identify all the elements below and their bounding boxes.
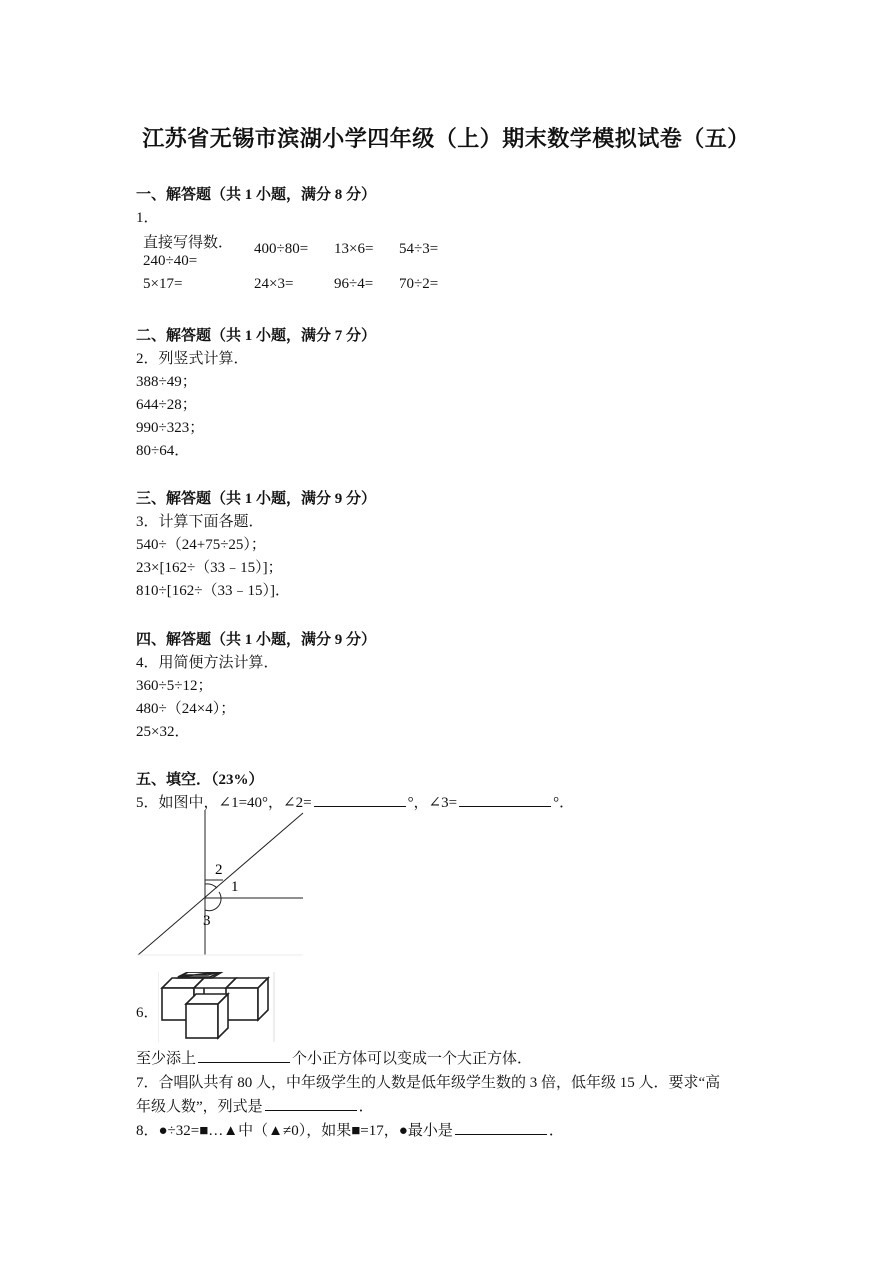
q2-item-4: 80÷64． [136,443,190,459]
question-5-text [136,791,574,812]
q5-suffix: °． [553,795,575,811]
answer-blank-q6[interactable] [198,1048,290,1063]
q1-item-6: 24×3= [254,276,294,292]
question-7-line-2 [136,1095,374,1116]
q3-item-1: 540÷（24+75÷25）； [136,537,266,553]
q7-suffix: ． [358,1099,374,1115]
q8-suffix: ． [548,1123,564,1139]
question-1-number: 1． [136,210,159,226]
angle-label-3: 3 [203,913,211,929]
section-header-3: 三、解答题（共 1 小题，满分 9 分） [136,491,377,507]
q1-item-8: 70÷2= [399,276,439,292]
section-header-1: 一、解答题（共 1 小题，满分 8 分） [136,187,377,203]
section-header-5: 五、填空．（23%） [136,772,264,788]
question-4-title: 4．用简便方法计算． [136,655,279,671]
question-1-instruction: 直接写得数． [143,235,234,251]
angle-label-2: 2 [215,862,223,878]
q5-prefix: 5．如图中，∠1=40°，∠2= [136,795,312,811]
q8-prefix: 8．●÷32=■…▲中（▲≠0），如果■=17，●最小是 [136,1123,453,1139]
q5-mid: °，∠3= [407,795,458,811]
q6-suffix: 个小正方体可以变成一个大正方体． [292,1051,533,1067]
question-3-title: 3．计算下面各题． [136,514,264,530]
section-header-2: 二、解答题（共 1 小题，满分 7 分） [136,328,377,344]
q1-item-1: 240÷40= [143,253,198,269]
question-6-number: 6． [136,1005,159,1021]
q1-item-3: 13×6= [334,241,374,257]
diagonal-line [138,813,303,955]
q1-item-4: 54÷3= [399,241,439,257]
answer-blank-q7[interactable] [265,1096,357,1111]
answer-blank-angle-3[interactable] [459,792,551,807]
question-2-title: 2．列竖式计算． [136,351,249,367]
q2-item-2: 644÷28； [136,397,197,413]
q4-item-2: 480÷（24×4）； [136,701,236,717]
answer-blank-q8[interactable] [455,1120,547,1135]
angle-label-1: 1 [231,879,239,895]
q3-item-3: 810÷[162÷（33﹣15）]． [136,583,290,599]
cube-figure [158,972,276,1042]
page-title: 江苏省无锡市滨湖小学四年级（上）期末数学模拟试卷（五） [142,126,750,151]
q2-item-1: 388÷49； [136,374,197,390]
cube-right-front [226,988,258,1020]
q3-item-2: 23×[162÷（33﹣15）]； [136,560,283,576]
q1-item-2: 400÷80= [254,241,309,257]
q4-item-1: 360÷5÷12； [136,678,213,694]
q1-item-7: 96÷4= [334,276,374,292]
question-6-text [136,1047,532,1068]
angle-arc-1 [205,884,217,888]
question-8-text [136,1119,564,1140]
angle-figure [135,810,305,958]
q6-prefix: 至少添上 [136,1051,197,1067]
question-7-line-1: 7．合唱队共有 80 人，中年级学生的人数是低年级学生数的 3 倍，低年级 15 人．要求“高 [136,1075,721,1091]
cube-front-front [186,1004,218,1038]
q2-item-3: 990÷323； [136,420,205,436]
section-header-4: 四、解答题（共 1 小题，满分 9 分） [136,632,377,648]
q1-item-5: 5×17= [143,276,183,292]
q7-prefix: 年级人数”，列式是 [136,1099,263,1115]
answer-blank-angle-2[interactable] [314,792,406,807]
q4-item-3: 25×32． [136,724,190,740]
